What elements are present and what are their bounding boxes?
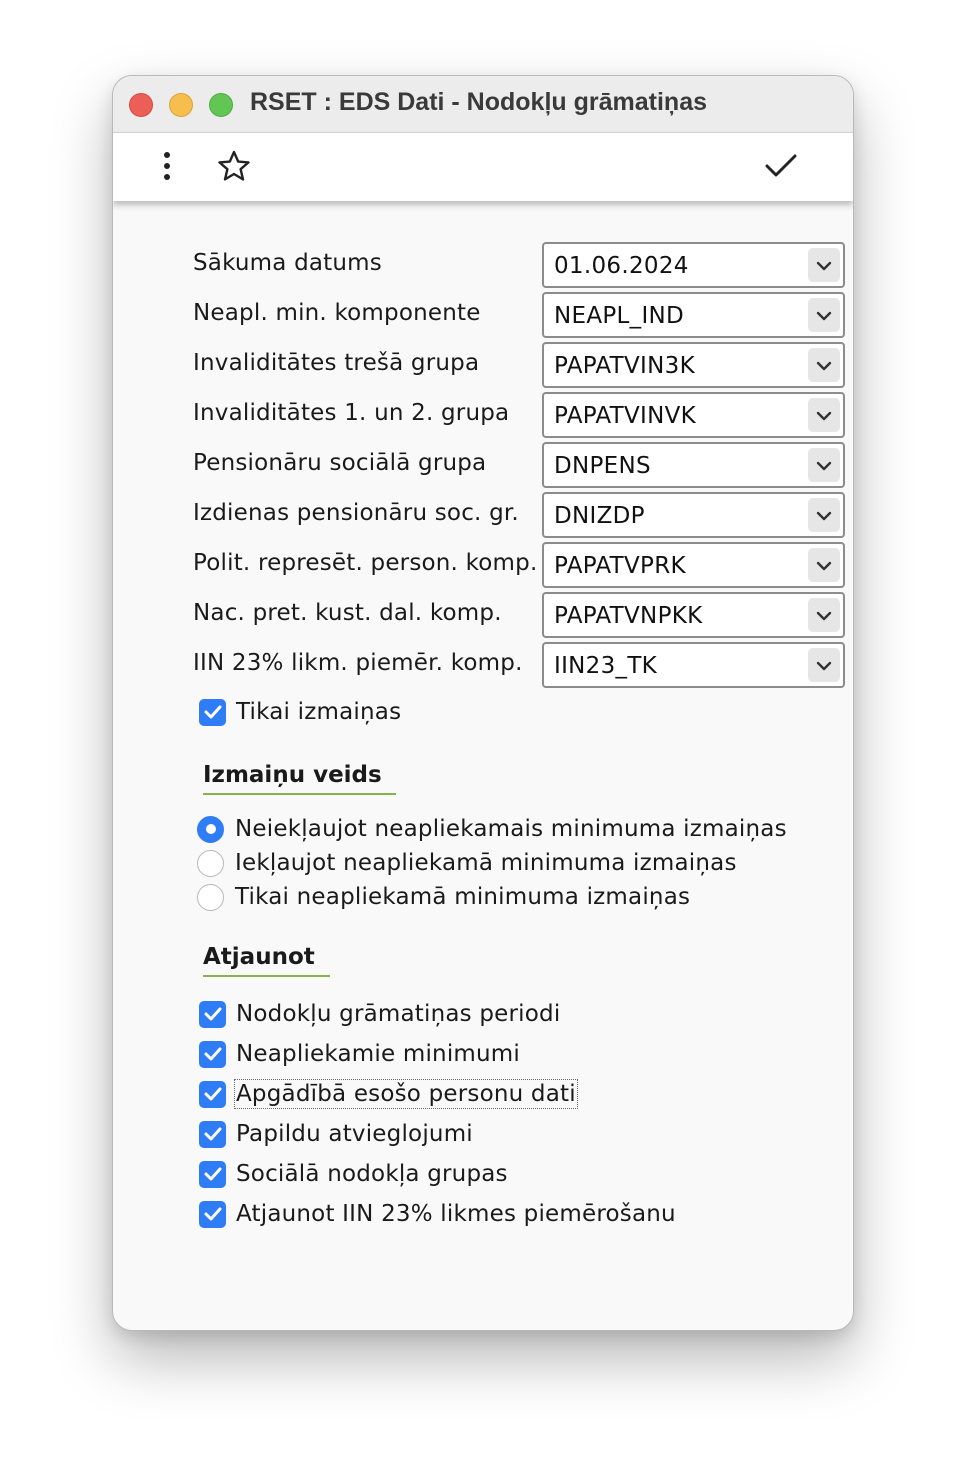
field-combobox[interactable] xyxy=(542,542,845,588)
update-checkbox[interactable] xyxy=(199,1041,226,1068)
radio-label: Tikai neapliekamā minimuma izmaiņas xyxy=(235,884,691,910)
field-value: PAPATVINVK xyxy=(554,403,697,429)
update-heading: Atjaunot xyxy=(203,944,315,970)
dropdown-button[interactable] xyxy=(808,548,840,582)
form-row xyxy=(113,442,853,488)
update-label: Apgādībā esošo personu dati xyxy=(236,1081,576,1107)
form-row xyxy=(113,242,853,288)
field-label: Pensionāru sociālā grupa xyxy=(193,450,487,476)
change-type-option[interactable] xyxy=(197,847,737,879)
minimize-window-button[interactable] xyxy=(169,93,193,117)
form-row xyxy=(113,492,853,538)
field-label: Nac. pret. kust. dal. komp. xyxy=(193,600,502,626)
chevron-down-icon xyxy=(816,456,832,475)
update-label: Neapliekamie minimumi xyxy=(236,1041,520,1067)
field-value: PAPATVPRK xyxy=(554,553,686,579)
update-option[interactable] xyxy=(199,1117,473,1151)
field-value: PAPATVIN3K xyxy=(554,353,695,379)
field-combobox[interactable] xyxy=(542,342,845,388)
chevron-down-icon xyxy=(816,556,832,575)
confirm-button[interactable] xyxy=(763,150,799,186)
field-value: DNPENS xyxy=(554,453,651,479)
chevron-down-icon xyxy=(816,406,832,425)
update-checkbox[interactable] xyxy=(199,1081,226,1108)
maximize-window-button[interactable] xyxy=(209,93,233,117)
chevron-down-icon xyxy=(816,356,832,375)
field-combobox[interactable] xyxy=(542,592,845,638)
field-combobox[interactable] xyxy=(542,492,845,538)
only-changes-checkbox-row[interactable] xyxy=(199,695,401,729)
dropdown-button[interactable] xyxy=(808,248,840,282)
update-option[interactable] xyxy=(199,1197,676,1231)
change-type-divider xyxy=(203,793,396,795)
vertical-ellipsis-icon xyxy=(163,151,171,185)
field-label: Invaliditātes 1. un 2. grupa xyxy=(193,400,510,426)
field-label: Sākuma datums xyxy=(193,250,382,276)
update-option[interactable] xyxy=(199,1037,520,1071)
field-combobox[interactable] xyxy=(542,292,845,338)
field-label: Invaliditātes trešā grupa xyxy=(193,350,480,376)
update-label: Sociālā nodokļa grupas xyxy=(236,1161,508,1187)
field-value: 01.06.2024 xyxy=(554,253,689,279)
dialog-window xyxy=(112,75,854,1331)
update-divider xyxy=(203,975,330,977)
radio-label: Neiekļaujot neapliekamais minimuma izmaiņas xyxy=(235,816,787,842)
radio-button[interactable] xyxy=(197,816,224,843)
chevron-down-icon xyxy=(816,306,832,325)
only-changes-checkbox[interactable] xyxy=(199,699,226,726)
form-row xyxy=(113,392,853,438)
toolbar xyxy=(113,133,853,201)
radio-label: Iekļaujot neapliekamā minimuma izmaiņas xyxy=(235,850,737,876)
form-row xyxy=(113,342,853,388)
chevron-down-icon xyxy=(816,256,832,275)
update-checkbox[interactable] xyxy=(199,1121,226,1148)
update-label: Nodokļu grāmatiņas periodi xyxy=(236,1001,561,1027)
only-changes-label: Tikai izmaiņas xyxy=(236,699,402,725)
update-label: Papildu atvieglojumi xyxy=(236,1121,473,1147)
update-option[interactable] xyxy=(199,1157,508,1191)
update-option[interactable] xyxy=(199,997,560,1031)
field-combobox[interactable] xyxy=(542,642,845,688)
field-combobox[interactable] xyxy=(542,442,845,488)
field-value: NEAPL_IND xyxy=(554,303,685,329)
checkmark-icon xyxy=(765,153,797,183)
radio-button[interactable] xyxy=(197,850,224,877)
field-value: DNIZDP xyxy=(554,503,645,529)
form-row xyxy=(113,292,853,338)
field-value: PAPATVNPKK xyxy=(554,603,703,629)
star-icon xyxy=(218,150,250,186)
form-row xyxy=(113,642,853,688)
form-row xyxy=(113,542,853,588)
field-label: Polit. represēt. person. komp. xyxy=(193,550,538,576)
update-checkbox[interactable] xyxy=(199,1201,226,1228)
update-checkbox[interactable] xyxy=(199,1001,226,1028)
radio-button[interactable] xyxy=(197,884,224,911)
update-option[interactable] xyxy=(199,1077,576,1111)
field-label: IIN 23% likm. piemēr. komp. xyxy=(193,650,523,676)
dropdown-button[interactable] xyxy=(808,448,840,482)
field-label: Neapl. min. komponente xyxy=(193,300,481,326)
close-window-button[interactable] xyxy=(129,93,153,117)
dropdown-button[interactable] xyxy=(808,648,840,682)
change-type-option[interactable] xyxy=(197,881,690,913)
field-label: Izdienas pensionāru soc. gr. xyxy=(193,500,519,526)
field-combobox[interactable] xyxy=(542,242,845,288)
title-bar[interactable] xyxy=(113,76,853,133)
dropdown-button[interactable] xyxy=(808,298,840,332)
window-title: RSET : EDS Dati - Nodokļu grāmatiņas xyxy=(250,88,708,116)
field-value: IIN23_TK xyxy=(554,653,658,679)
more-menu-button[interactable] xyxy=(149,150,185,186)
update-checkbox[interactable] xyxy=(199,1161,226,1188)
chevron-down-icon xyxy=(816,656,832,675)
dropdown-button[interactable] xyxy=(808,498,840,532)
change-type-option[interactable] xyxy=(197,813,787,845)
dropdown-button[interactable] xyxy=(808,348,840,382)
change-type-heading: Izmaiņu veids xyxy=(203,762,382,788)
dropdown-button[interactable] xyxy=(808,598,840,632)
dropdown-button[interactable] xyxy=(808,398,840,432)
field-combobox[interactable] xyxy=(542,392,845,438)
chevron-down-icon xyxy=(816,506,832,525)
favorite-button[interactable] xyxy=(216,150,252,186)
chevron-down-icon xyxy=(816,606,832,625)
update-label: Atjaunot IIN 23% likmes piemērošanu xyxy=(236,1201,676,1227)
form-row xyxy=(113,592,853,638)
